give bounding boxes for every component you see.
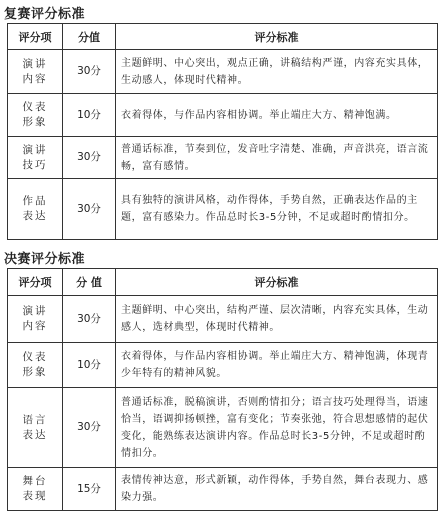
score-cell: 15分: [63, 468, 116, 511]
score-cell: 30分: [63, 388, 116, 468]
item-label: 仪表形象: [22, 101, 48, 128]
item-label: 舞台表现: [22, 475, 48, 502]
item-cell: [8, 343, 63, 388]
criteria-cell: 普通话标准，脱稿演讲，否则酌情扣分；语言技巧处理得当，语速恰当，语调抑扬顿挫，富有变化；节奏张弛，符合思想感情的起伏变化，能熟练表达演讲内容。作品总时长3-5分钟，不足或超时酌情扣分。: [116, 388, 438, 468]
item-label: 语言表达: [22, 413, 48, 441]
item-cell: [8, 50, 63, 94]
item-label: 仪表形象: [22, 351, 48, 378]
header-criteria: 评分标准: [116, 269, 438, 296]
table-row: [8, 50, 438, 94]
criteria-cell: 主题鲜明、中心突出，结构严谨、层次清晰，内容充实具体，生动感人，选材典型，体现时代精神。: [116, 296, 438, 343]
item-cell: [8, 137, 63, 179]
table-row: [8, 343, 438, 388]
header-item: 评分项: [8, 269, 63, 296]
table-row: [8, 468, 438, 511]
header-item: 评分项: [8, 24, 63, 50]
table-row: [8, 94, 438, 137]
criteria-cell: 衣着得体，与作品内容相协调。举止端庄大方、精神饱满，体现青少年特有的精神风貌。: [116, 343, 438, 388]
criteria-cell: 具有独特的演讲风格，动作得体，手势自然，正确表达作品的主题，富有感染力。作品总时长3-5分钟，不足或超时酌情扣分。: [116, 179, 438, 240]
score-cell: 10分: [63, 94, 116, 137]
table-header-row: [8, 269, 438, 296]
criteria-cell: 衣着得体，与作品内容相协调。举止端庄大方、精神饱满。: [116, 94, 438, 137]
item-cell: [8, 468, 63, 511]
final-section-title: 决赛评分标准: [4, 252, 86, 267]
score-cell: 30分: [63, 179, 116, 240]
item-label: 演讲内容: [22, 57, 48, 85]
item-cell: [8, 296, 63, 343]
item-cell: [8, 179, 63, 240]
item-label: 作品表达: [22, 195, 48, 222]
header-score: 分 值: [63, 269, 116, 296]
item-cell: [8, 388, 63, 468]
item-label: 演讲技巧: [22, 143, 48, 171]
score-cell: 30分: [63, 50, 116, 94]
table-row: [8, 388, 438, 468]
prelim-section-title: 复赛评分标准: [4, 7, 86, 22]
final-score-table: [7, 268, 438, 511]
score-cell: 30分: [63, 137, 116, 179]
score-cell: 30分: [63, 296, 116, 343]
criteria-cell: 主题鲜明、中心突出，观点正确，讲稿结构严谨，内容充实具体，生动感人，体现时代精神。: [116, 50, 438, 94]
criteria-cell: 表情传神达意，形式新颖，动作得体，手势自然，舞台表现力、感染力强。: [116, 468, 438, 511]
criteria-cell: 普通话标准，节奏到位，发音吐字清楚、准确，声音洪亮，语言流畅，富有感情。: [116, 137, 438, 179]
table-header-row: [8, 24, 438, 50]
header-criteria: 评分标准: [116, 24, 438, 50]
score-cell: 10分: [63, 343, 116, 388]
header-score: 分值: [63, 24, 116, 50]
item-label: 演讲内容: [22, 305, 48, 332]
table-row: [8, 296, 438, 343]
item-cell: [8, 94, 63, 137]
table-row: [8, 137, 438, 179]
table-row: [8, 179, 438, 240]
prelim-score-table: [7, 23, 438, 240]
